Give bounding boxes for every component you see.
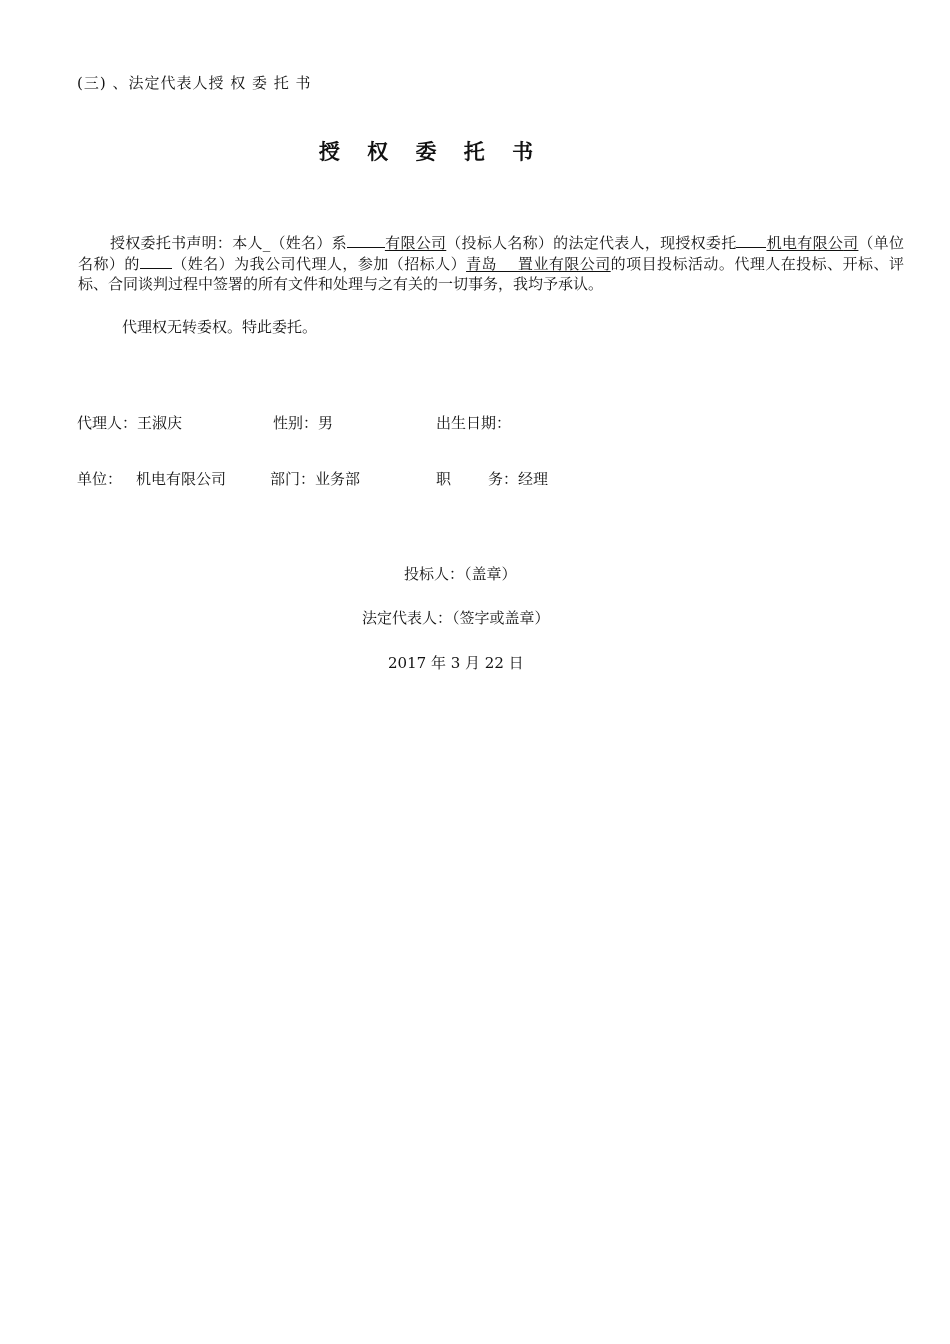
agent-name: 代理人：王淑庆 — [77, 414, 183, 432]
agent-company-name-cont: 司 — [843, 234, 859, 252]
legal-representative-signature: 法定代表人：（签字或盖章） — [362, 609, 550, 627]
department: 部门：业务部 — [270, 470, 361, 488]
bidder-seal: 投标人：（盖章） — [404, 565, 517, 583]
section-heading: (三) 、法定代表人授 权 委 托 书 — [77, 74, 312, 92]
document-title: 授 权 委 托 书 — [318, 139, 544, 164]
agent-company-name: 机电有限公 — [766, 234, 844, 252]
position-label: 职 — [436, 470, 452, 488]
statement-part-3: （投标人名称）的法定代表人，现授权委托 — [446, 234, 737, 252]
bidder-company-name: 有限公司 — [384, 234, 447, 252]
agent-gender: 性别：男 — [273, 414, 334, 432]
blank-line — [736, 232, 766, 248]
unit-label: 单位： — [77, 470, 123, 488]
statement-part-1: 授权委托书声明：本人_（姓名）系 — [110, 234, 347, 252]
unit-value: 机电有限公司 — [136, 470, 227, 488]
statement-part-7: （姓名）为我公司代理人，参加（招标人） — [171, 255, 467, 273]
document-date: 2017 年 3 月 22 日 — [388, 654, 524, 672]
authorization-statement — [78, 232, 904, 294]
statement-part-6: （单位名称）的 — [78, 234, 904, 273]
blank-line — [140, 253, 172, 269]
statement-part-9: 的项目投标活动。代理人在投标、开标、评标、合同谈判过程中签署的所有文件和处理与之有关的一切事务，我均予承认。 — [78, 255, 904, 293]
tenderer-company-name: 青岛 置业有限公司 — [466, 255, 611, 273]
agent-birth-date: 出生日期： — [436, 414, 512, 432]
closing-sentence: 代理权无转委权。特此委托。 — [122, 318, 318, 336]
position-value: 务：经理 — [488, 470, 549, 488]
blank-line — [347, 232, 385, 248]
